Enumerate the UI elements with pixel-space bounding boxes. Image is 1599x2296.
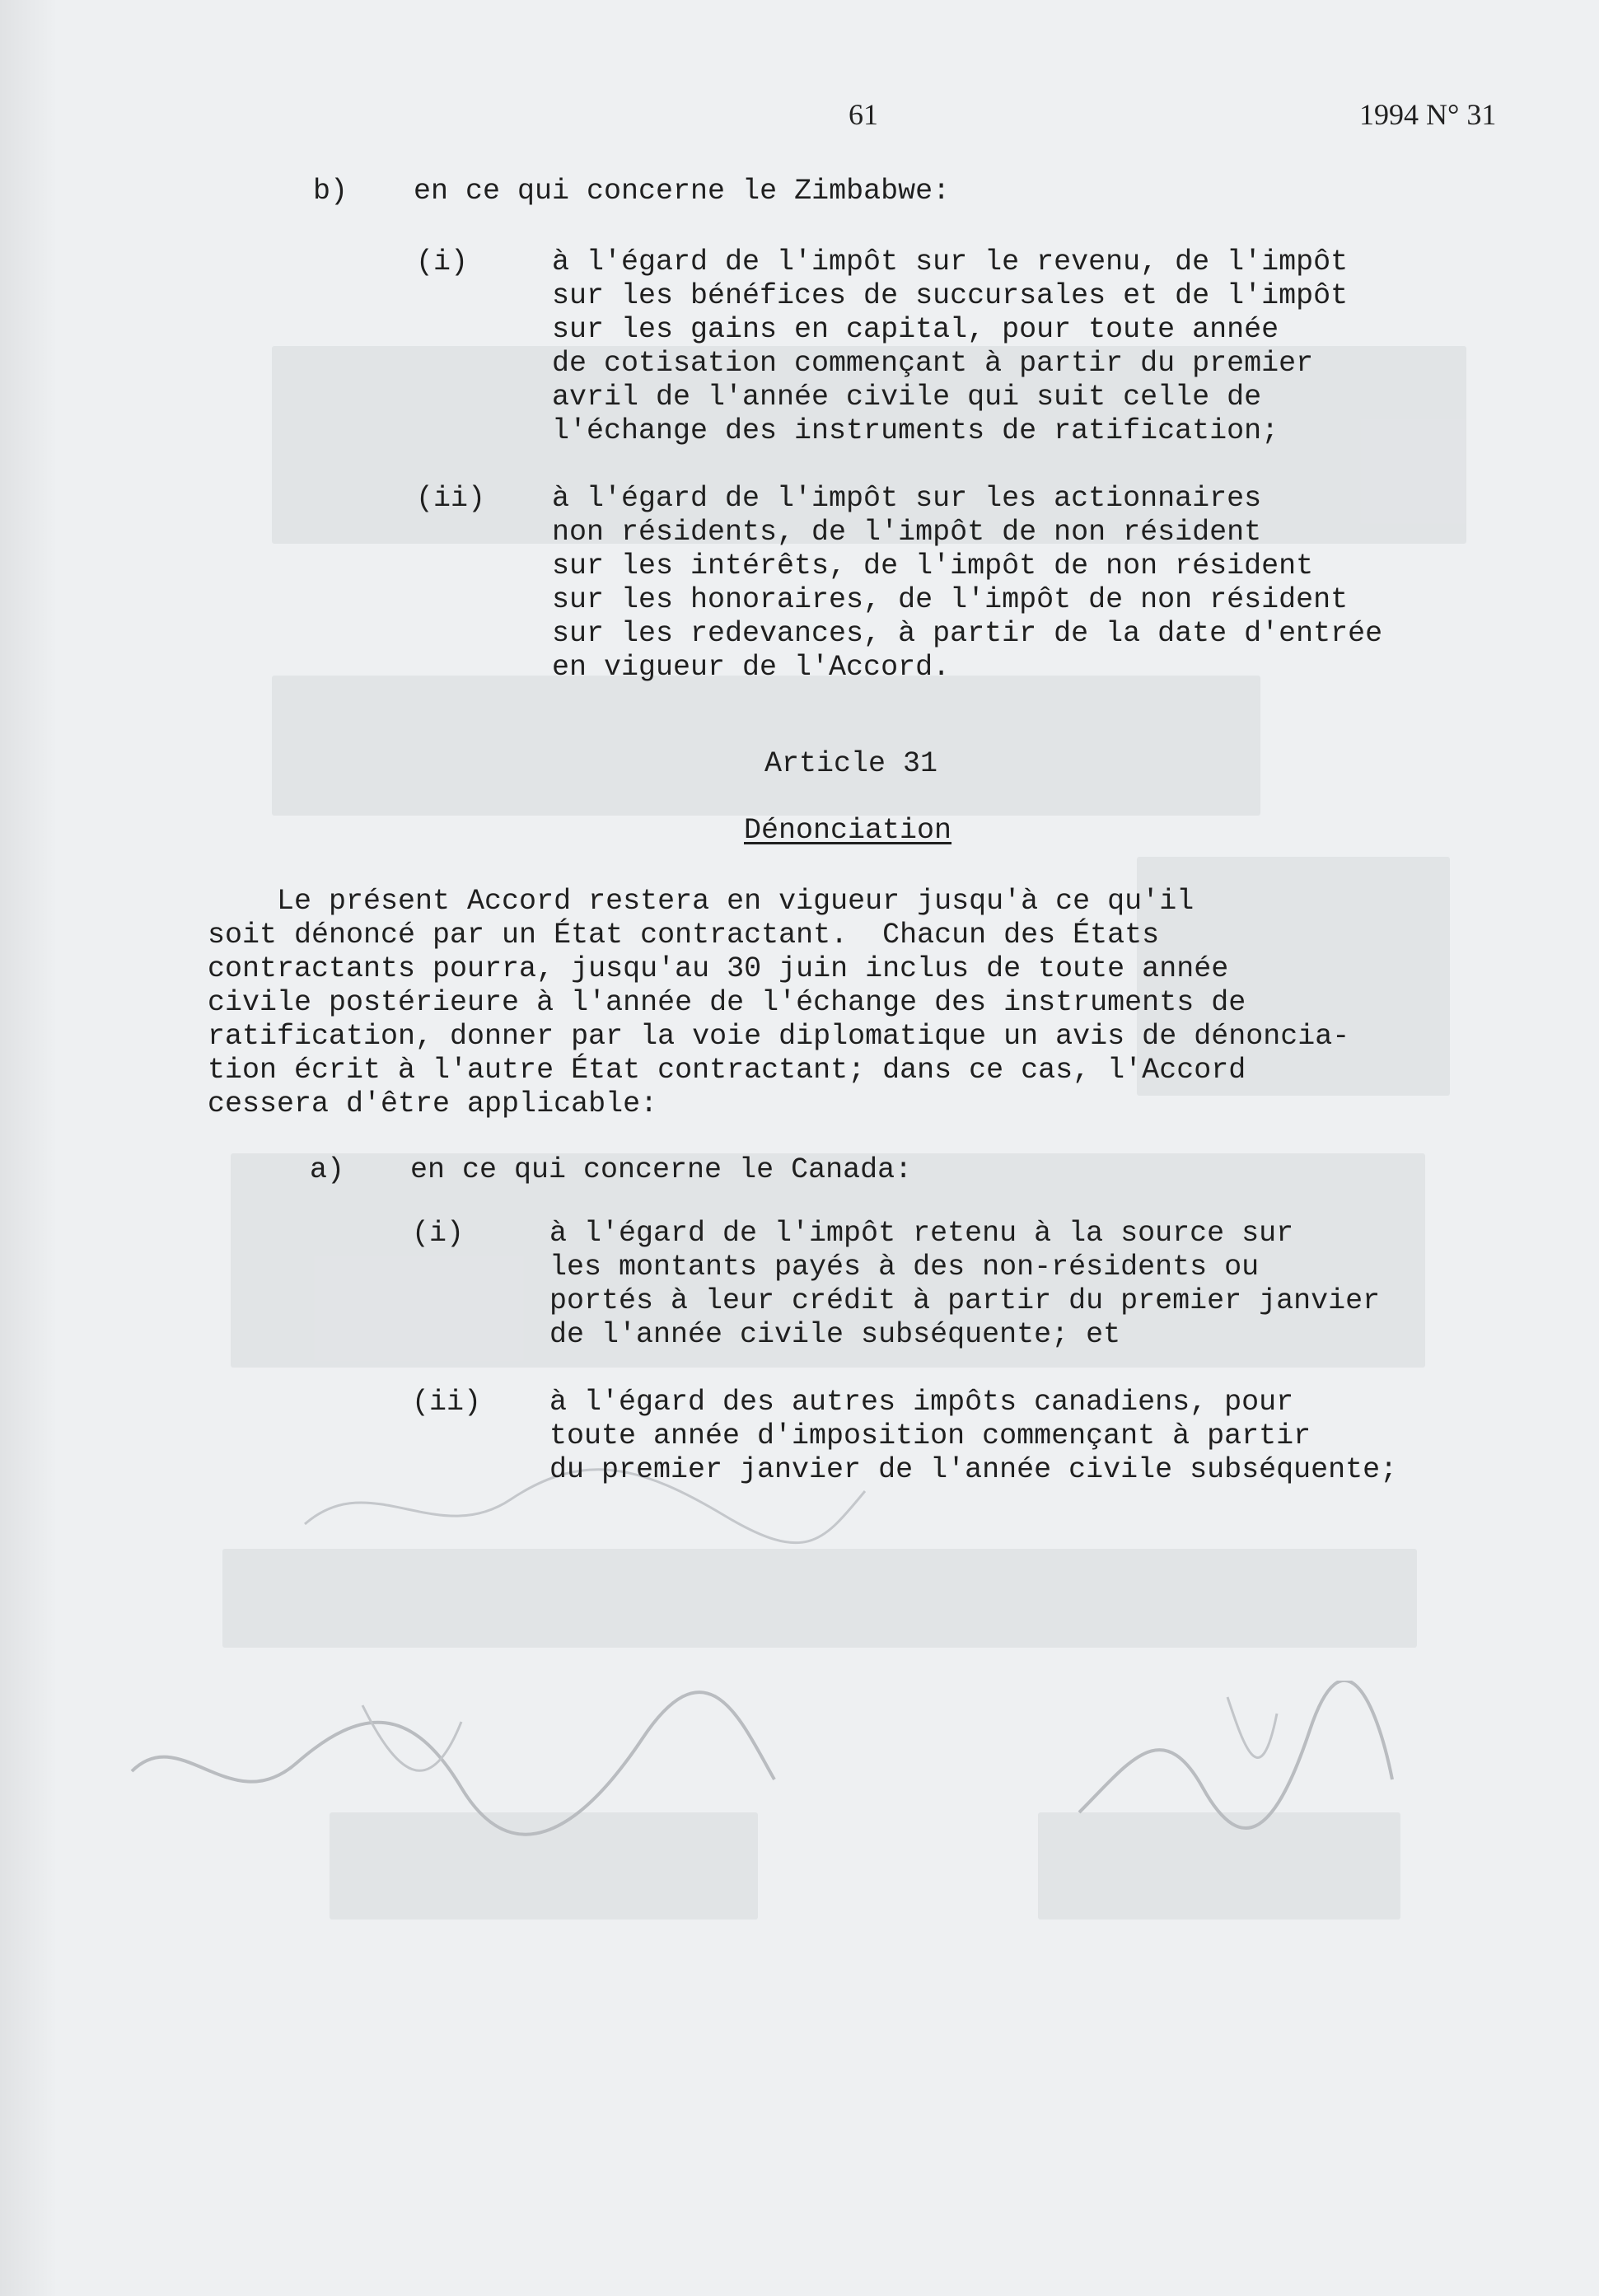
item-number: (i) bbox=[416, 245, 469, 278]
item-number: (i) bbox=[412, 1217, 465, 1250]
text-line: sur les honoraires, de l'impôt de non résident bbox=[552, 583, 1349, 616]
text-line: du premier janvier de l'année civile subséquente; bbox=[549, 1453, 1398, 1486]
bleed-through-text bbox=[222, 1549, 1417, 1648]
text-line: sur les redevances, à partir de la date d'entrée bbox=[552, 617, 1383, 650]
text-line: Le présent Accord restera en vigueur jusqu'à ce qu'il bbox=[208, 885, 1195, 918]
text-line: les montants payés à des non-résidents ou bbox=[549, 1251, 1260, 1284]
text-line: à l'égard de l'impôt retenu à la source sur bbox=[549, 1217, 1294, 1250]
article-title: Dénonciation bbox=[744, 814, 952, 847]
text-line: contractants pourra, jusqu'au 30 juin inclus de toute année bbox=[208, 952, 1229, 985]
signature-ghost-right bbox=[1063, 1681, 1409, 1845]
item-number: (ii) bbox=[416, 482, 486, 515]
clause-label-b: b) bbox=[313, 175, 348, 208]
clause-title-canada: en ce qui concerne le Canada: bbox=[410, 1153, 913, 1186]
text-line: à l'égard de l'impôt sur le revenu, de l'impôt bbox=[552, 245, 1349, 278]
text-line: l'échange des instruments de ratification; bbox=[552, 414, 1279, 447]
text-line: portés à leur crédit à partir du premier janvier bbox=[549, 1284, 1381, 1317]
text-line: soit dénoncé par un État contractant. Chacun des États bbox=[208, 919, 1160, 952]
text-line: sur les gains en capital, pour toute année bbox=[552, 313, 1279, 346]
page-number: 61 bbox=[849, 98, 878, 131]
text-line: non résidents, de l'impôt de non résident bbox=[552, 516, 1262, 549]
clause-label-a: a) bbox=[310, 1153, 345, 1186]
text-line: tion écrit à l'autre État contractant; dans ce cas, l'Accord bbox=[208, 1054, 1246, 1087]
text-line: à l'égard des autres impôts canadiens, pour bbox=[549, 1386, 1294, 1419]
text-line: toute année d'imposition commençant à partir bbox=[549, 1419, 1311, 1452]
text-line: en vigueur de l'Accord. bbox=[552, 651, 951, 684]
signature-ghost-left bbox=[115, 1672, 791, 1854]
text-line: sur les bénéfices de succursales et de l'impôt bbox=[552, 279, 1349, 312]
text-line: de cotisation commençant à partir du premier bbox=[552, 347, 1314, 380]
clause-title-zimbabwe: en ce qui concerne le Zimbabwe: bbox=[414, 175, 951, 208]
text-line: cessera d'être applicable: bbox=[208, 1087, 658, 1120]
text-line: avril de l'année civile qui suit celle de bbox=[552, 381, 1262, 414]
text-line: ratification, donner par la voie diplomatique un avis de dénoncia- bbox=[208, 1020, 1350, 1053]
text-line: à l'égard de l'impôt sur les actionnaires bbox=[552, 482, 1262, 515]
article-number: Article 31 bbox=[764, 747, 938, 780]
text-line: de l'année civile subséquente; et bbox=[549, 1318, 1121, 1351]
bleed-through-text bbox=[272, 676, 1260, 816]
text-line: sur les intérêts, de l'impôt de non résident bbox=[552, 549, 1314, 582]
text-line: civile postérieure à l'année de l'échange des instruments de bbox=[208, 986, 1246, 1019]
issue-number: 1994 N° 31 bbox=[1359, 98, 1497, 131]
item-number: (ii) bbox=[412, 1386, 482, 1419]
